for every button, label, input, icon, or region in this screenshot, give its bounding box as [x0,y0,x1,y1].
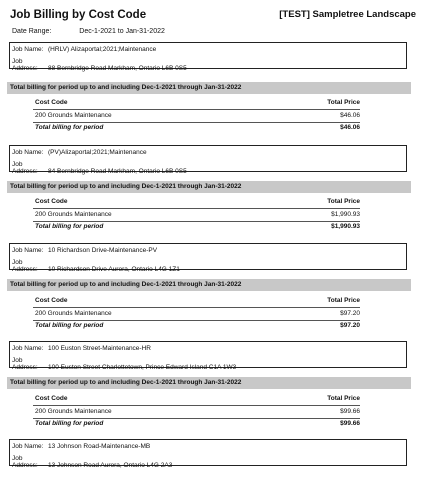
date-range-value: Dec-1-2021 to Jan-31-2022 [79,28,165,35]
job-address: 84 Bernbridge Road Markham, Ontario L6B 0S5 [48,168,187,175]
period-header: Total billing for period up to and including Dec-1-2021 through Jan-31-2022 [7,279,411,291]
job-name-label: Job Name: [12,46,44,53]
cost-code-table [33,296,360,332]
line-price: $97.20 [340,310,360,317]
report-header [10,9,416,25]
period-header: Total billing for period up to and including Dec-1-2021 through Jan-31-2022 [7,82,411,94]
job-address: 13 Johnson Road Aurora, Ontario L4G 2A3 [48,462,173,469]
job-name: 13 Johnson Road-Maintenance-MB [48,443,151,450]
cost-code: 200 Grounds Maintenance [35,408,112,415]
total-price: $1,990.93 [331,223,360,230]
table-row [33,208,360,221]
col-total-price: Total Price [327,297,360,304]
total-label: Total billing for period [35,322,104,329]
total-price: $97.20 [340,322,360,329]
job-info-box [9,42,407,72]
job-info-box [9,439,407,469]
job-name-label: Job Name: [12,247,44,254]
col-total-price: Total Price [327,99,360,106]
job-name-label: Job Name: [12,345,44,352]
job-address: 10 Richardson Drive Aurora, Ontario L4G 1Z1 [48,266,180,273]
job-address-label: Job Address: [12,455,38,469]
cost-code: 200 Grounds Maintenance [35,211,112,218]
line-price: $46.06 [340,112,360,119]
job-address: 100 Euston Street Charlottetown, Prince Edward Island C1A 1W3 [48,364,237,371]
job-name-label: Job Name: [12,149,44,156]
col-total-price: Total Price [327,395,360,402]
table-row [33,405,360,418]
period-header: Total billing for period up to and including Dec-1-2021 through Jan-31-2022 [7,181,411,193]
job-name: (HRLV) Alizaportal;2021;Maintenance [48,46,157,53]
date-range [12,28,165,35]
table-total-row [33,221,360,233]
table-total-row [33,418,360,430]
table-total-row [33,320,360,332]
col-cost-code: Cost Code [35,395,68,402]
date-range-label: Date Range: [12,28,52,35]
col-cost-code: Cost Code [35,99,68,106]
table-total-row [33,122,360,134]
total-label: Total billing for period [35,223,104,230]
job-address-label: Job Address: [12,161,38,175]
job-address-label: Job Address: [12,357,38,371]
company-name: [TEST] Sampletree Landscape [279,9,416,20]
cost-code: 200 Grounds Maintenance [35,310,112,317]
col-cost-code: Cost Code [35,198,68,205]
total-price: $46.06 [340,124,360,131]
col-cost-code: Cost Code [35,297,68,304]
report-title: Job Billing by Cost Code [10,9,147,21]
total-label: Total billing for period [35,420,104,427]
job-info-box [9,145,407,175]
job-info-box [9,243,407,273]
table-row [33,109,360,122]
job-address-label: Job Address: [12,58,38,72]
table-header [33,197,360,208]
cost-code-table [33,197,360,233]
total-price: $99.66 [340,420,360,427]
line-price: $99.66 [340,408,360,415]
job-name: 10 Richardson Drive-Maintenance-PV [48,247,158,254]
total-label: Total billing for period [35,124,104,131]
table-header [33,394,360,405]
job-address-label: Job Address: [12,259,38,273]
job-name-label: Job Name: [12,443,44,450]
cost-code-table [33,98,360,134]
job-name: (PV)Alizaportal;2021;Maintenance [48,149,147,156]
table-row [33,307,360,320]
cost-code-table [33,394,360,430]
table-header [33,296,360,307]
line-price: $1,990.93 [331,211,360,218]
job-info-box [9,341,407,371]
col-total-price: Total Price [327,198,360,205]
job-name: 100 Euston Street-Maintenance-HR [48,345,151,352]
period-header: Total billing for period up to and including Dec-1-2021 through Jan-31-2022 [7,377,411,389]
job-address: 88 Bernbridge Road Markham, Ontario L6B 0S5 [48,65,187,72]
cost-code: 200 Grounds Maintenance [35,112,112,119]
table-header [33,98,360,109]
